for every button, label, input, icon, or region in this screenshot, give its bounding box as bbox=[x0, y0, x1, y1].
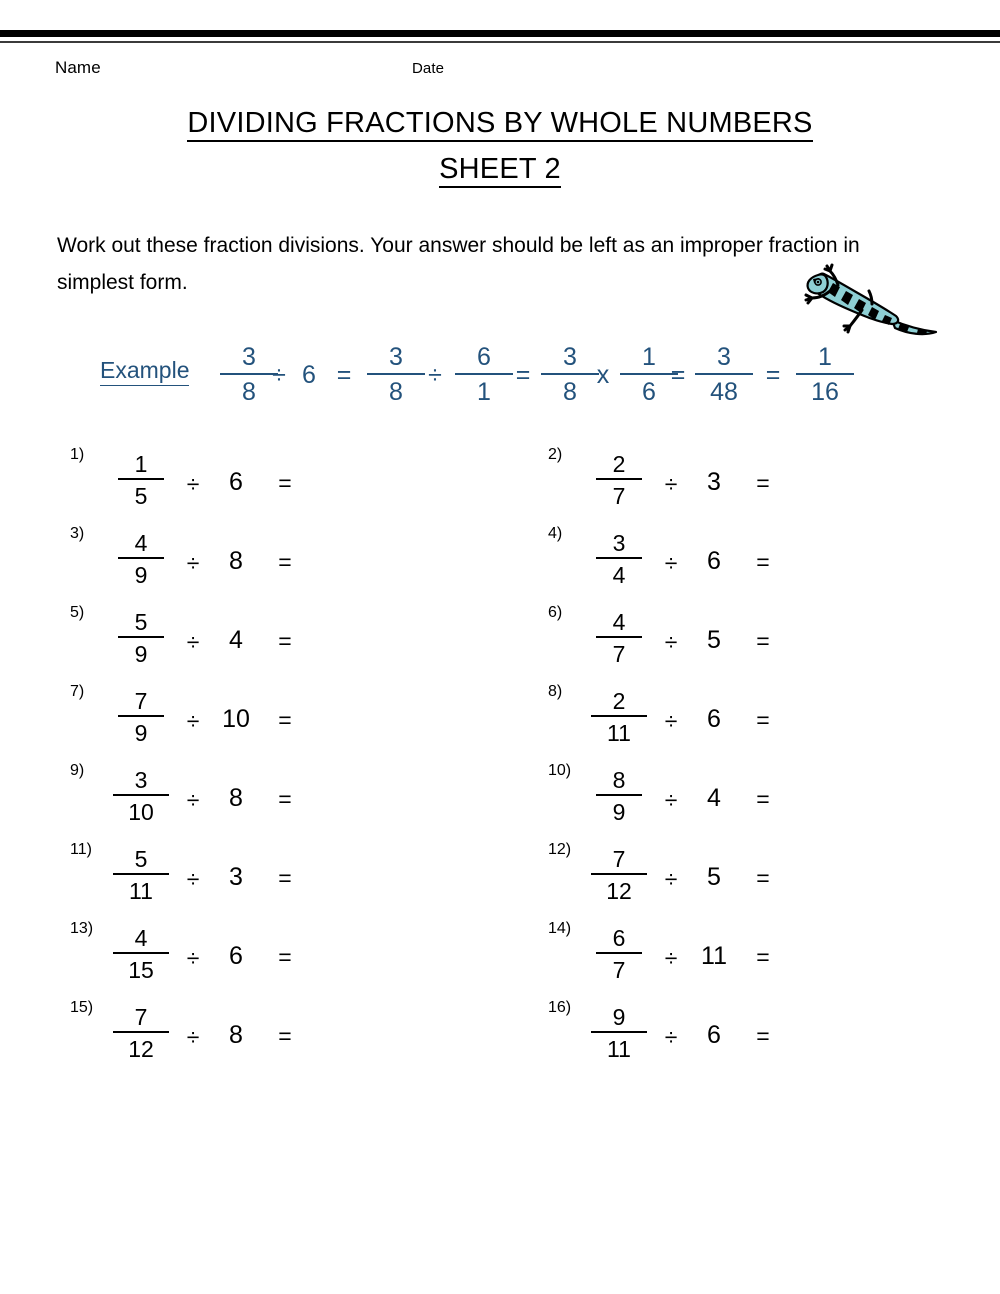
whole-number: 11 bbox=[701, 942, 727, 970]
equals-operator: = bbox=[278, 786, 292, 812]
problem-row bbox=[0, 993, 1000, 1072]
divide-operator: ÷ bbox=[664, 708, 678, 734]
example-fraction-6 bbox=[695, 342, 753, 407]
problem-number: 16) bbox=[548, 999, 572, 1016]
fraction-numerator: 3 bbox=[242, 343, 256, 371]
divide-operator: ÷ bbox=[664, 629, 678, 655]
problem-fraction bbox=[118, 529, 164, 589]
fraction-numerator: 2 bbox=[612, 451, 626, 477]
problem-fraction bbox=[118, 687, 164, 747]
equals-operator: = bbox=[756, 707, 770, 733]
divide-operator: ÷ bbox=[186, 787, 200, 813]
equals-operator: = bbox=[278, 470, 292, 496]
problem-number: 4) bbox=[548, 525, 563, 542]
problem-row bbox=[0, 914, 1000, 993]
example-operator-divide-2: ÷ bbox=[428, 361, 442, 389]
problem-number: 8) bbox=[548, 683, 563, 700]
problem-grid bbox=[0, 440, 1000, 1072]
fraction-bar bbox=[596, 636, 642, 638]
example-operator-equals-1: = bbox=[336, 361, 352, 389]
equals-operator: = bbox=[756, 865, 770, 891]
fraction-numerator: 4 bbox=[612, 609, 626, 635]
problem-fraction bbox=[591, 845, 647, 905]
divide-operator: ÷ bbox=[186, 1024, 200, 1050]
name-label: Name bbox=[55, 58, 101, 77]
problem-number: 9) bbox=[70, 762, 85, 779]
fraction-denominator: 15 bbox=[128, 957, 154, 983]
fraction-numerator: 6 bbox=[477, 343, 491, 371]
fraction-denominator: 9 bbox=[134, 720, 148, 746]
equals-operator: = bbox=[278, 1023, 292, 1049]
fraction-numerator: 2 bbox=[612, 688, 626, 714]
fraction-numerator: 5 bbox=[134, 609, 148, 635]
divide-operator: ÷ bbox=[186, 708, 200, 734]
whole-number: 4 bbox=[707, 784, 721, 812]
whole-number: 3 bbox=[229, 863, 243, 891]
fraction-denominator: 7 bbox=[612, 483, 626, 509]
example-whole-1: 6 bbox=[302, 361, 316, 389]
problem-number: 5) bbox=[70, 604, 85, 621]
page-subtitle bbox=[0, 153, 1000, 186]
whole-number: 8 bbox=[229, 1021, 243, 1049]
fraction-numerator: 1 bbox=[818, 343, 832, 371]
problem-number: 11) bbox=[70, 841, 92, 858]
instructions-text: Work out these fraction divisions. Your answer should be left as an improper fraction in simplest form. bbox=[57, 234, 860, 294]
fraction-bar bbox=[455, 373, 513, 375]
equals-operator: = bbox=[756, 470, 770, 496]
example-row bbox=[100, 338, 900, 408]
problem-number: 10) bbox=[548, 762, 572, 779]
problem-fraction bbox=[113, 924, 169, 984]
divide-operator: ÷ bbox=[664, 550, 678, 576]
equals-operator: = bbox=[278, 549, 292, 575]
whole-number: 6 bbox=[707, 1021, 721, 1049]
fraction-bar bbox=[118, 557, 164, 559]
fraction-denominator: 8 bbox=[389, 378, 403, 406]
fraction-bar bbox=[113, 952, 169, 954]
date-label: Date bbox=[412, 60, 445, 77]
fraction-numerator: 7 bbox=[134, 1004, 148, 1030]
problem-fraction bbox=[113, 1003, 169, 1063]
problem-fraction bbox=[591, 1003, 647, 1063]
equals-operator: = bbox=[278, 865, 292, 891]
equals-operator: = bbox=[278, 944, 292, 970]
divide-operator: ÷ bbox=[186, 945, 200, 971]
fraction-bar bbox=[367, 373, 425, 375]
fraction-numerator: 5 bbox=[134, 846, 148, 872]
fraction-denominator: 4 bbox=[612, 562, 626, 588]
problem-fraction bbox=[596, 924, 642, 984]
fraction-numerator: 4 bbox=[134, 530, 148, 556]
fraction-denominator: 9 bbox=[134, 641, 148, 667]
fraction-bar bbox=[591, 873, 647, 875]
divide-operator: ÷ bbox=[664, 945, 678, 971]
problem-number: 3) bbox=[70, 525, 85, 542]
problem-fraction bbox=[118, 450, 164, 510]
fraction-denominator: 7 bbox=[612, 957, 626, 983]
equals-operator: = bbox=[756, 786, 770, 812]
fraction-denominator: 11 bbox=[607, 1036, 631, 1062]
fraction-denominator: 10 bbox=[128, 799, 154, 825]
fraction-numerator: 4 bbox=[134, 925, 148, 951]
problem-row bbox=[0, 835, 1000, 914]
header-rule-thick bbox=[0, 30, 1000, 37]
fraction-numerator: 1 bbox=[134, 451, 148, 477]
fraction-numerator: 8 bbox=[612, 767, 626, 793]
problem-number: 14) bbox=[548, 920, 572, 937]
example-operator-equals-3: = bbox=[670, 361, 686, 389]
fraction-bar bbox=[596, 557, 642, 559]
equals-operator: = bbox=[756, 944, 770, 970]
fraction-denominator: 11 bbox=[129, 878, 153, 904]
fraction-denominator: 12 bbox=[606, 878, 632, 904]
whole-number: 3 bbox=[707, 468, 721, 496]
whole-number: 8 bbox=[229, 784, 243, 812]
divide-operator: ÷ bbox=[186, 866, 200, 892]
fraction-denominator: 5 bbox=[134, 483, 148, 509]
example-operator-equals-4: = bbox=[765, 361, 781, 389]
problem-row bbox=[0, 598, 1000, 677]
fraction-denominator: 8 bbox=[563, 378, 577, 406]
equals-operator: = bbox=[756, 549, 770, 575]
fraction-numerator: 3 bbox=[612, 530, 626, 556]
equals-operator: = bbox=[756, 628, 770, 654]
problem-row bbox=[0, 677, 1000, 756]
problem-row bbox=[0, 440, 1000, 519]
example-fraction-7 bbox=[796, 342, 854, 407]
problem-fraction bbox=[596, 766, 642, 826]
example-fraction-3 bbox=[455, 342, 513, 407]
fraction-numerator: 1 bbox=[642, 343, 656, 371]
whole-number: 4 bbox=[229, 626, 243, 654]
fraction-numerator: 9 bbox=[612, 1004, 626, 1030]
example-label: Example bbox=[100, 357, 189, 386]
whole-number: 6 bbox=[707, 547, 721, 575]
fraction-bar bbox=[118, 636, 164, 638]
fraction-numerator: 7 bbox=[612, 846, 626, 872]
whole-number: 6 bbox=[229, 468, 243, 496]
problem-fraction bbox=[596, 450, 642, 510]
fraction-bar bbox=[118, 715, 164, 717]
fraction-bar bbox=[591, 715, 647, 717]
lizard-icon bbox=[800, 258, 942, 346]
problem-fraction bbox=[118, 608, 164, 668]
equals-operator: = bbox=[278, 628, 292, 654]
problem-number: 7) bbox=[70, 683, 85, 700]
example-operator-equals-2: = bbox=[515, 361, 531, 389]
problem-number: 1) bbox=[70, 446, 85, 463]
fraction-bar bbox=[596, 952, 642, 954]
fraction-numerator: 3 bbox=[563, 343, 577, 371]
fraction-numerator: 3 bbox=[389, 343, 403, 371]
whole-number: 6 bbox=[707, 705, 721, 733]
fraction-numerator: 7 bbox=[134, 688, 148, 714]
fraction-denominator: 16 bbox=[811, 378, 839, 406]
divide-operator: ÷ bbox=[664, 866, 678, 892]
fraction-bar bbox=[113, 873, 169, 875]
fraction-numerator: 3 bbox=[717, 343, 731, 371]
fraction-denominator: 6 bbox=[642, 378, 656, 406]
page-subtitle-text: SHEET 2 bbox=[439, 153, 561, 188]
divide-operator: ÷ bbox=[186, 629, 200, 655]
divide-operator: ÷ bbox=[664, 471, 678, 497]
fraction-denominator: 9 bbox=[134, 562, 148, 588]
whole-number: 8 bbox=[229, 547, 243, 575]
fraction-numerator: 6 bbox=[612, 925, 626, 951]
whole-number: 10 bbox=[222, 705, 250, 733]
whole-number: 6 bbox=[229, 942, 243, 970]
divide-operator: ÷ bbox=[186, 471, 200, 497]
fraction-bar bbox=[695, 373, 753, 375]
problem-row bbox=[0, 519, 1000, 598]
divide-operator: ÷ bbox=[664, 1024, 678, 1050]
whole-number: 5 bbox=[707, 626, 721, 654]
example-operator-multiply: x bbox=[596, 361, 610, 389]
problem-number: 6) bbox=[548, 604, 563, 621]
example-operator-divide-1: ÷ bbox=[272, 361, 286, 389]
divide-operator: ÷ bbox=[186, 550, 200, 576]
problem-fraction bbox=[596, 608, 642, 668]
whole-number: 5 bbox=[707, 863, 721, 891]
problem-number: 15) bbox=[70, 999, 94, 1016]
fraction-denominator: 8 bbox=[242, 378, 256, 406]
problem-number: 13) bbox=[70, 920, 94, 937]
page-title bbox=[0, 107, 1000, 140]
fraction-bar bbox=[118, 478, 164, 480]
fraction-denominator: 11 bbox=[607, 720, 631, 746]
fraction-denominator: 48 bbox=[710, 378, 738, 406]
fraction-bar bbox=[113, 1031, 169, 1033]
problem-fraction bbox=[591, 687, 647, 747]
equals-operator: = bbox=[756, 1023, 770, 1049]
problem-fraction bbox=[113, 845, 169, 905]
fraction-denominator: 12 bbox=[128, 1036, 154, 1062]
problem-number: 2) bbox=[548, 446, 563, 463]
problem-fraction bbox=[596, 529, 642, 589]
divide-operator: ÷ bbox=[664, 787, 678, 813]
problem-fraction bbox=[113, 766, 169, 826]
fraction-bar bbox=[591, 1031, 647, 1033]
problem-row bbox=[0, 756, 1000, 835]
fraction-bar bbox=[596, 794, 642, 796]
fraction-bar bbox=[796, 373, 854, 375]
fraction-denominator: 1 bbox=[477, 378, 491, 406]
example-fraction-2 bbox=[367, 342, 425, 407]
fraction-denominator: 9 bbox=[612, 799, 626, 825]
equals-operator: = bbox=[278, 707, 292, 733]
fraction-bar bbox=[113, 794, 169, 796]
fraction-denominator: 7 bbox=[612, 641, 626, 667]
fraction-numerator: 3 bbox=[134, 767, 148, 793]
fraction-bar bbox=[596, 478, 642, 480]
header-rule-thin bbox=[0, 41, 1000, 43]
problem-number: 12) bbox=[548, 841, 572, 858]
page-title-text: DIVIDING FRACTIONS BY WHOLE NUMBERS bbox=[187, 107, 812, 142]
